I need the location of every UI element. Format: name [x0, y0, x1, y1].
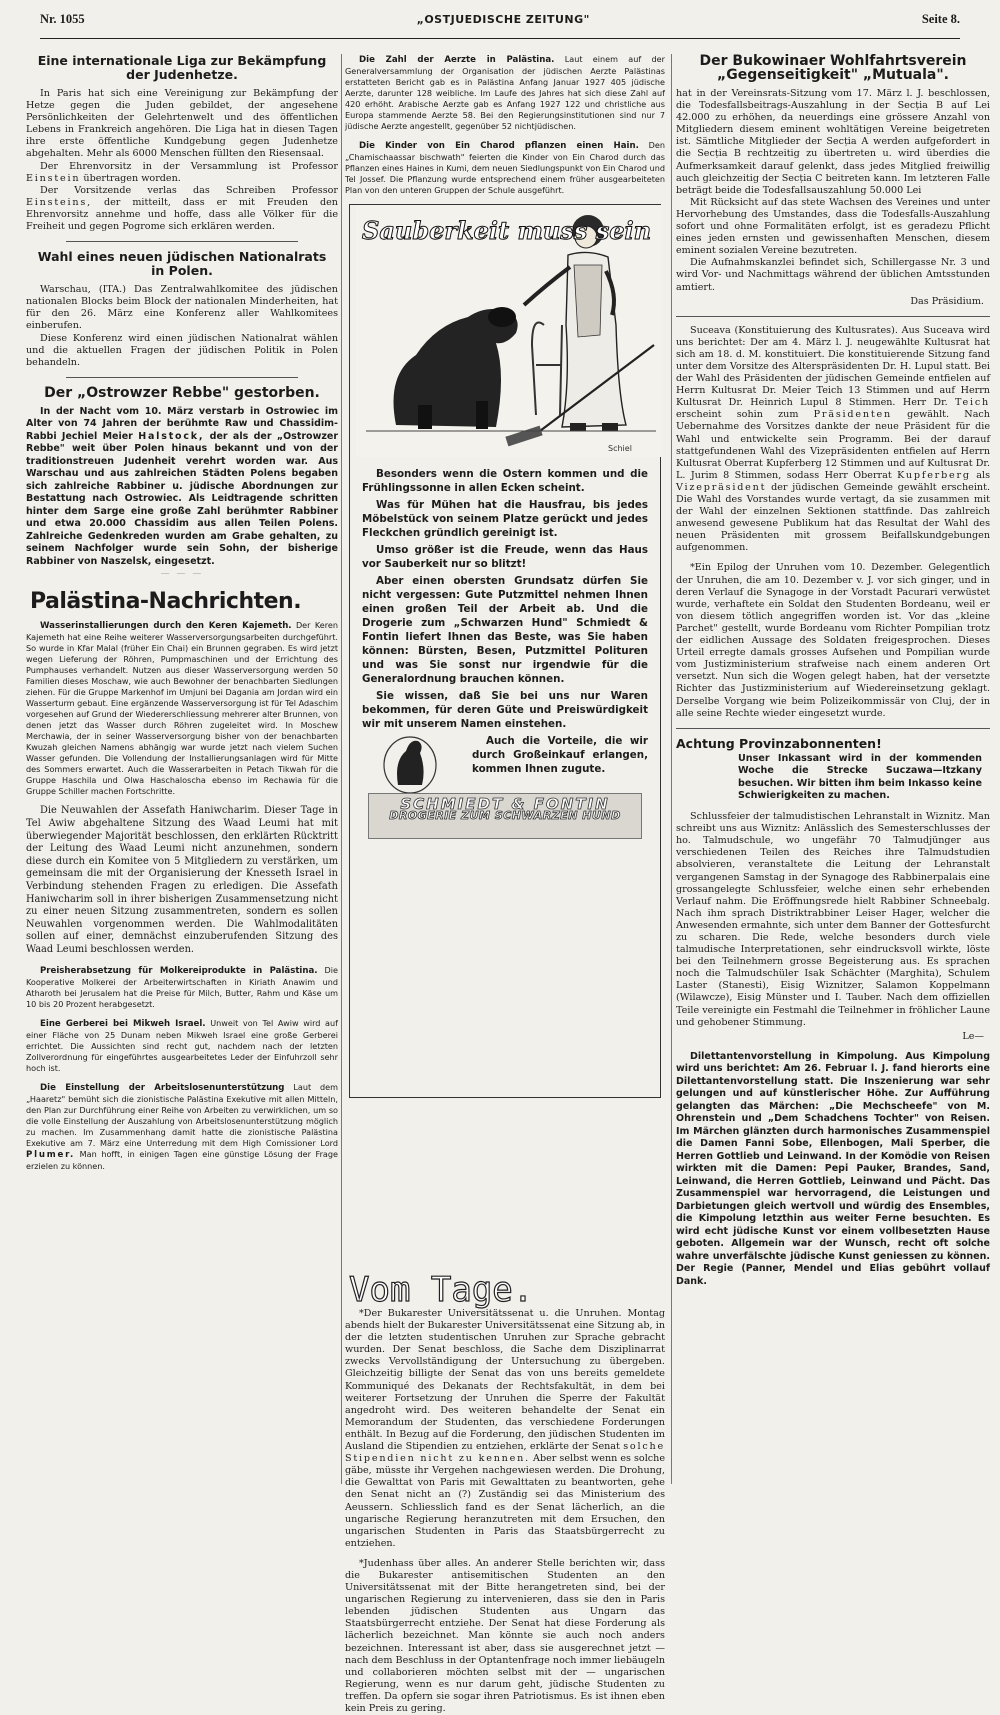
spacer — [26, 797, 338, 805]
text: Man hofft, in einigen Tagen eine günstige Lösung der Frage erzielen zu können. — [26, 1148, 339, 1171]
paragraph — [26, 1018, 338, 1074]
column-divider — [341, 54, 342, 1484]
paragraph — [26, 406, 338, 569]
text: *Der Bukarester Universitätssenat u. die Unruhen. Montag abends hielt der Bukarester Universitätssenat eine Sitzung ab, in der die letzten studentischen Unruhen zur Sprache gebracht wurden. Der Senat beschloss, die Sache dem Disziplinarrat zwecks Vervollständigung der Untersuchung zu übergeben. Gleichzeitig billigte der Senat das von uns bereits gemeldete Kommuniqué des Dekanats der Rechtsfakultät, in dem bei weiterer Fortsetzung der Unruhen die Sperre der Fakultät angedroht wird. Des weiteren behandelte der Senat ein Memorandum der Studenten, das verschiedene Forderungen enthält. In Bezug auf die Forderung, den jüdischen Studenten im Ausland die Stipendien zu entziehen, erklärte der Senat — [345, 1308, 665, 1453]
notice-title: Achtung Provinzabonnenten! — [676, 735, 882, 751]
text: erscheint sohin zum — [676, 409, 799, 421]
text-spaced: Präsidenten — [813, 409, 892, 421]
separator — [676, 316, 990, 317]
paragraph — [26, 185, 338, 233]
paragraph: *Ein Epilog der Unruhen vom 10. Dezember. Gelegentlich der Unruhen, die am 10. Dezember v. J. vor sich ginger, und in deren Verlauf die Synagoge in der Vorstadt Pacurari verwüstet wurde, verhaftete ein Soldat den Studenten Bordeanu, weil er von diesem tötlich angegriffen worden ist. Vor das „kleine Parchet" gestellt, wurde Bordeanu vom Richter Pompilian trotz der eidlichen Aussage des Soldaten freigesprochen. Dieses Urteil erregte damals grosses Aufsehen und Pompilian wurde vom Justizministerium strafweise nach einem anderen Ort versetzt. Nun sich die Wogen gelegt haben, hat der versetzte Richter das Justizministerium auf Wiedereinsetzung geklagt. Derselbe Vorgang wie beim Polizeikommissär von Cluj, der in alle seine Rechte wieder eingesetzt wurde. — [676, 562, 990, 719]
logo-company: SCHMIEDT & FONTIN — [400, 795, 610, 813]
text: Den „Chamischaassar bischwath" feierten die Kinder von Ein Charod durch das Pflanzen eines Haines in Kumi, dem neuen Siedlungspunkt von Ein Charod und Tel Jossef. Die Pflanzung wurde entsprechend einem früher ausgearbeiteten Plan von den unteren Gruppen der Schule ausgeführt. — [345, 140, 665, 195]
spacer — [345, 132, 665, 140]
text: der mitteilt, dass er mit Freuden den Ehrenvorsitz annehme und hoffe, dass alle Völker für die Freiheit und gegen Pogrome sich erklären werden. — [26, 196, 338, 233]
dog-leg — [476, 401, 488, 429]
paragraph-head: Preisherabsetzung für Molkereiprodukte in Palästina. — [40, 965, 318, 976]
paragraph — [345, 1308, 665, 1550]
article-mutuala — [676, 54, 990, 308]
person-name: Kupferberg — [897, 469, 971, 481]
person-name: Halstock, — [138, 430, 205, 442]
paragraph: Umso größer ist die Freude, wenn das Haus vor Sauberkeit nur so blitzt! — [362, 544, 648, 570]
text: der jüdischen Gemeinde gewählt erscheint. Die Wahl des Vorstandes wurde vertagt, da sie zusammen mit der Wahl der einzelnen Sektionen stattfinde. Das zahlreich anwesend gewesene Publikum hat das Resultat der Wahl des neuen Präsidenten mit grossem Beifallskundgebungen aufgenommen. — [676, 481, 990, 554]
vomtage-title: Vom Tage. — [349, 1270, 534, 1310]
shoe — [602, 423, 618, 431]
article-title: Wahl eines neuen jüdischen Nationalrats in Polen. — [37, 249, 327, 279]
paragraph: Schlussfeier der talmudistischen Lehranstalt in Wiznitz. Man schreibt uns aus Wiznitz: Anlässlich des Semesterschlusses der ho. Talmudschule, wo ungefähr 70 Talmudjünger aus verschiedenen Teilen des Reiches ihre Talmudstudien absolvieren, veranstaltete die Leitung der Lehranstalt vergangenen Samstag in der Synagoge des Rabbinerpalais eine grossangelegte Schlussfeier, welche einen sehr erhebenden Verlauf nahm. Die Eröffnungsrede hielt Rabbiner Schneebalg. Nach ihm sprach Distriktrabbiner Leiser Hager, welcher die Anwesenden ermahnte, sich unter dem Banner der Gottesfurcht zu scharen. Die Rede, welche besonders durch viele talmudische Interpretationen, sehr eindrucksvoll wirkte, löste bei den Teilnehmern grosse Begeisterung aus. Es sprachen noch die Talmudschüler Isak Schächter (Marghita), Schulem Laster (Stanesti), Eisig Wiznitzer, Salamon Koppelmann (Wilawcze), Eisig Münster und I. Tauber. Nach dem offiziellen Teile vereinigte ein Festmahl die Teilnehmer in fröhlicher Laune und gehobener Stimmung. — [676, 811, 990, 1028]
text: gewählt. Nach Uebernahme des Vorsitzes dankte der neue Präsident für die Wahl und entwickelte sein Programm. Bei der darauf stattgefundenen Wahl des Vizepräsidenten entfielen auf Herrn Kultusrat Oberrat Kupferberg 12 Stimmen und auf Kultusrat Dr. L. Jurim 8 Stimmen, sodass Herr Oberrat — [676, 409, 990, 481]
black-dog-logo-icon — [380, 725, 440, 795]
text: Die Kooperative Molkerei der Arbeiterwirtschaften in Kiriath Anawim und Atharoth bei Jerusalem hat die Preise für Milch, Butter, Rahm und Käse um 10 bis 20 Prozent herabgesetzt. — [26, 964, 338, 1009]
ad-slogan: Sauberkeit muss sein — [362, 216, 652, 245]
spacer — [676, 554, 990, 562]
text: als — [976, 469, 990, 481]
person-name: Einstein — [26, 172, 81, 184]
paragraph: Die Aufnahmskanzlei befindet sich, Schillergasse Nr. 3 und wird Vor- und Nachmittags während der üblichen Amtsstunden amtiert. — [676, 257, 990, 293]
paragraph — [676, 325, 990, 555]
spacer — [26, 1074, 338, 1082]
text: Der Ehrenvorsitz in der Versammlung ist Professor — [40, 160, 338, 172]
paragraph: Diese Konferenz wird einen jüdischen Nationalrat wählen und die aktuellen Fragen der jüdischen Politik in Polen behandeln. — [26, 332, 338, 368]
person-name: Einsteins, — [26, 196, 92, 208]
article-title: Der „Ostrowzer Rebbe" gestorben. — [44, 384, 320, 401]
spacer — [676, 1043, 990, 1051]
paragraph: Warschau, (ITA.) Das Zentralwahlkomitee des jüdischen nationalen Blocks beim Block der nationalen Minderheiten, hat für den 26. März eine Konferenz aller Wahlkomitees einberufen. — [26, 284, 338, 332]
column-divider — [671, 54, 672, 1484]
paragraph-head: Die Kinder von Ein Charod pflanzen einen Hain. — [359, 141, 639, 151]
paragraph: *Judenhass über alles. An anderer Stelle berichten wir, dass die Bukarester antisemitischen Studenten an den Universitätssenat mit der Bitte herangetreten sind, bei der ungarischen Regierung zu intervenieren, dass sie den in Paris lebenden jüdischen Studenten aus Ungarn das Staatsbürgerrecht entziehe. Der Senat hat diese Forderung als lächerlich bezeichnet. Man könnte sie auch noch anders bezeichnen. Interessant ist aber, dass sie ausgerechnet jetzt — nach dem Beschluss in der Optantenfrage noch immer liebäugeln und collaborieren möchten selbst mit der — ungarischen Regierung, wenn es nur darum geht, jüdische Studenten zu treffen. Da opfern sie sogar ihren Patriotismus. Es ist ihnen eben kein Preis zu gering. — [345, 1557, 665, 1714]
section-palaestina — [26, 590, 338, 1171]
text-spaced: solche Stipendien nicht zu kennen. — [345, 1441, 665, 1465]
shoe — [570, 423, 586, 431]
paragraph — [26, 1082, 338, 1172]
apron — [574, 265, 602, 337]
issue-number: Nr. 1055 — [40, 11, 85, 26]
signature: Le— — [962, 1030, 984, 1042]
article-subtitle: „Gegenseitigkeit" „Mutuala". — [717, 67, 949, 83]
text: Der Vorsitzende verlas das Schreiben Professor — [40, 184, 338, 196]
page-number: Seite 8. — [921, 11, 960, 26]
text: Laut einem auf der Generalversammlung der Organisation der jüdischen Aerzte Palästinas erstatteten Bericht gab es in Palästina Anfang Januar 1927 405 jüdische Aerzte, darunter 128 weibliche. Im Laufe des Jahres hat sich diese Zahl auf 420 erhöht. Arabische Aerzte gab es Anfang 1927 122 und christliche aus Europa stammende Aerzte 58. Bei den Regierungsinstitutionen sind nur 7 jüdische Aerzte angestellt, gegenüber 52 nichtjüdischen. — [345, 54, 665, 131]
dog-leg — [418, 405, 432, 429]
paragraph-head: Eine Gerberei bei Mikweh Israel. — [40, 1018, 206, 1029]
notice-text: Unser Inkassant wird in der kommenden Woche die Strecke Suczawa—Itzkany besuchen. Wir bitten ihm beim Inkasso keine Schwierigkeiten zu machen. — [738, 752, 983, 802]
paragraph-head: Wasserinstallierungen durch den Keren Kajemeth. — [40, 621, 292, 632]
text: Laut dem „Haaretz" bemüht sich die zionistische Palästina Exekutive mit allen Mitteln, den Plan zur Durchführung einer Reihe von Arbeiten zu verwirklichen, um so die volle Einstellung der Auszahlung von Arbeitslosenunterstützung möglich zu machen. Im Zusammenhang damit hatte die zionistische Palästina Exekutive am 7. März eine Unterredung mit dem High Comissioner Lord — [26, 1081, 338, 1148]
paragraph — [26, 161, 338, 185]
separator — [676, 728, 990, 729]
masthead: „OSTJUEDISCHE ZEITUNG" — [416, 12, 590, 26]
spacer — [345, 1550, 665, 1558]
artist-signature: Schiel — [608, 444, 632, 453]
spacer — [676, 803, 990, 811]
vomtage-section — [345, 1308, 665, 1715]
article-liga — [26, 54, 338, 233]
paragraph: Auch die Vorteile, die wir durch Großeinkauf erlangen, kommen Ihnen zugute. — [472, 735, 648, 775]
ad-logo-banner — [368, 793, 642, 839]
page-header — [40, 4, 960, 34]
text: Unweit von Tel Awiw wird auf einer Fläche von 25 Dunam neben Mikweh Israel eine große Gerberei errichtet. Die Aussichten sind recht gut, nachdem nach der letzten Zollverordnung für eingeführtes ausgearbeitetes Leder der Einfuhrzoll sehr hoch ist. — [26, 1017, 338, 1073]
text: In der Nacht vom 10. März verstarb in Ostrowiec im Alter von 74 Jahren der berühmte Raw und Chassidim-Rabbi Jechiel Meier — [26, 405, 338, 442]
spacer — [26, 957, 338, 965]
paragraph — [345, 54, 665, 132]
column-left — [26, 54, 338, 1484]
separator — [66, 241, 298, 242]
text: Suceava (Konstituierung des Kultusrates). Aus Suceava wird uns berichtet: Der am 4. März l. J. neugewählte Kultusrat hat sich am 18. d. M. konstituiert. Die konstituierende Sitzung fand unter dem Vorsitze des Alterspräsidenten Dr. H. Lupul statt. Bei der Wahl des Präsidenten der jüdischen Gemeinde entfielen auf Herrn Kultusrat Dr. Meier Teich 13 Stimmen und auf Herrn Kultusrat Dr. Heinrich Lupul 8 Stimmen. Herr Dr. — [676, 324, 990, 409]
text: übertragen worden. — [83, 172, 181, 184]
dog-head — [488, 307, 516, 327]
column-right — [676, 54, 990, 1484]
signature: Das Präsidium. — [910, 295, 984, 307]
person-name: Plumer. — [26, 1149, 76, 1160]
logo-dog — [397, 741, 424, 785]
text-spaced: Vizepräsident — [676, 481, 767, 493]
column-middle — [345, 54, 666, 1714]
article-title: Eine internationale Liga zur Bekämpfung der Judenhetze. — [37, 53, 327, 82]
paragraph: hat in der Vereinsrats-Sitzung vom 17. März l. J. beschlossen, die Todesfallsbeitrags-Auszahlung in der Secția B auf Lei 42.000 zu erhöhen, da neuerdings eine grössere Anzahl von Mitgliedern diesem eminent wohltätigen Vereine beigetreten ist. Sämtliche Mitglieder der Secția A werden aufgefordert in die Secția B rechtzeitig zu übertreten u. wird überdies die Aufmerksamkeit darauf gelenkt, dass jedes Mitglied freiwillig auch gleichzeitig der Secția C beitreten kann. Im letzteren Falle beträgt beide die Todesfallsauszahlung 50.000 Lei — [676, 88, 990, 196]
paragraph: Dilettantenvorstellung in Kimpolung. Aus Kimpolung wird uns berichtet: Am 26. Februar l. J. fand hierorts eine Dilettantenvorstellung statt. Die Inszenierung war sehr gelungen und auf künstlerischer Höhe. Zur Aufführung gelangten das Märchen: „Die Mechscheefe" von M. Ohrenstein und „Dem Schadchens Tochter" von Reisen. Im Märchen glänzten durch harmonisches Zusammenspiel die Damen Fanni Sobe, Ellenbogen, Mali Sperber, die Herren Gottlieb und Leinwand. In der Komödie von Reisen wirkten mit die Damen: Pepi Pauker, Brandes, Sand, Leinwand, die Herren Gottlieb, Leinwand und Pächt. Das Zusammenspiel war hervorragend, die Leistungen und Darbietungen gleich wertvoll und würdig des Ensembles, die Kimpolung letzthin aus weiter Ferne besuchten. Es wird echt jüdische Kunst vor einem vollbesetzten Hause geboten. Allgemein war der Wunsch, recht oft solche wahre unverfälschte jüdische Kunst geniessen zu können. Der Regie (Panner, Mendel und Elias gebührt vollauf Dank. — [676, 1050, 990, 1287]
spacer — [26, 1010, 338, 1018]
logo-subtitle: DROGERIE ZUM SCHWARZEN HUND — [389, 809, 621, 823]
section-title: Palästina-Nachrichten. — [30, 589, 302, 615]
paragraph-head: Die Zahl der Aerzte in Palästina. — [359, 55, 555, 65]
separator — [66, 377, 298, 378]
paragraph: Was für Mühen hat die Hausfrau, bis jedes Möbelstück von seinem Platze gerückt und jedes Fleckchen gründlich gereinigt ist. — [362, 499, 648, 539]
article-wahl — [26, 250, 338, 369]
text: Der Keren Kajemeth hat eine Reihe weiterer Wasserversorgungsarbeiten durchgeführt. So wurde in Kfar Malal (früher Ein Chai) ein Brunnen gegraben. Es wird jetzt wegen Lieferung der Röhren, Pumpmaschinen und der Errichtung des Pumphauses verhandelt. Nutzen aus dieser Wasserversorgung werden 50 Familien dieses Moschaw, wie auch Bewohner der benachbarten Siedlungen ziehen. Für die Gruppe Markenhof im Umjuni bei Dagania am Jordan wird ein Wasserturm gebaut. Eine ergänzende Wasserversorgung ist für Tel Adaschim vorgesehen auf Grund der Wiedererschliessung mehrerer alter Brunnen, von denen jetzt das Wasser durch Röhren zugeleitet wird. In Moschew Merchawia, der in seiner Wasserversorgung bisher von der benachbarten Kwuzah gleichen Namens abhängig war wurde jetzt nach vielem Suchen Wasser gefunden. Die Vollendung der Installierungsanlagen wird für Mitte des Sommers erwartet. Auch die Wasserarbeiten in Petach Tikwah für die Gruppe Haschila und Olwa Haschaloscha ebenso im Rechawia für die Gruppe Schiller machen Fortschritte. — [26, 620, 338, 797]
advertisement-schmiedt-fontin — [349, 204, 661, 1098]
paragraph: Besonders wenn die Ostern kommen und die Frühlingssonne in allen Ecken scheint. — [362, 468, 648, 494]
paragraph — [345, 140, 665, 196]
article-rebbe — [26, 386, 338, 569]
paragraph — [26, 620, 338, 797]
paragraph-head: Die Einstellung der Arbeitslosenunterstützung — [40, 1082, 285, 1093]
paragraph: In Paris hat sich eine Vereinigung zur Bekämpfung der Hetze gegen die Juden gebildet, der angesehene Persönlichkeiten der Gelehrtenwelt und des öffentlichen Lebens in Frankreich angehören. Die Liga hat in diesen Tagen ihre erste öffentliche Kundgebung gegen Judenhetze abgehalten. Mehr als 6000 Menschen füllten den Riesensaal. — [26, 88, 338, 160]
paragraph: Sie wissen, daß Sie bei uns nur Waren bekommen, für deren Güte und Preiswürdigkeit wir mit unserem Namen einstehen. — [362, 690, 648, 730]
library-stamp: — — — — [160, 569, 204, 580]
text: Aber selbst wenn es solche gäbe, müsste ihr Vergehen nachgewiesen werden. Die Drohung, die Gewalttat von Paris mit Gewalttaten zu beantworten, gehe den Senat nicht an (?) Zuständig sei das Ministerium des Aeussern. Schliesslich fand es der Senat lächerlich, an die ungarische Regierung heranzutreten mit dem Ersuchen, den ungarischen Studenten in Paris das Staatsbürgerrecht zu entziehen. — [345, 1453, 666, 1549]
paragraph: Aber einen obersten Grundsatz dürfen Sie nicht vergessen: Gute Putzmittel nehmen Ihnen einen großen Teil der Arbeit ab. Und die Drogerie zum „Schwarzen Hund" Schmiedt & Fontin liefert Ihnen das Beste, was Sie haben können: Bürsten, Besen, Putzmittel Polituren und was Sie sonst nur irgendwie für die Generalordnung brauchen können. — [362, 575, 648, 685]
paragraph: Die Neuwahlen der Assefath Haniwcharim. Dieser Tage in Tel Awiw abgehaltene Sitzung des Waad Leumi hat mit überwiegender Majorität beschlossen, den erklärten Rücktritt der Leitung des Waad Leumi nicht anzunehmen, sondern diese durch ein Komitee von 5 Mitgliedern zu verstärken, um gemeinsam die mit der Organisierung der Knesseth Israel in Verbindung stehenden Fragen zu erledigen. Die Assefath Haniwcharim soll in ihrer bisherigen Zusammensetzung nicht zu einer neuen Sitzung zusammentreten, sondern es sollen Neuwahlen vorgenommen werden. Die Wahlmodalitäten sollen auf einer, demnächst einzuberufenden Sitzung des Waad Leumi beschlossen werden. — [26, 805, 338, 955]
article-title: Der Bukowinaer Wohlfahrtsverein — [699, 53, 967, 69]
person-name: Teich — [955, 397, 990, 409]
text: der als der „Ostrowzer Rebbe" weit über Polen hinaus bekannt und von der traditionstreuen Judenheit verehrt worden war. Aus Warschau und aus zahlreichen Städten Polens begaben sich zahlreiche Rabbiner u. jüdische Abordnungen zur Bestattung nach Ostrowiec. Als Leidtragende schritten hinter dem Sarge eine große Zahl berühmter Rabbiner und etwa 20.000 Chassidim aus allen Teilen Polens. Zahlreiche Gedenkreden wurden am Grabe gehalten, zu seinem Nachfolger wurde sein Sohn, der bisherige Rabbiner von Naszelsk, eingesetzt. — [26, 430, 339, 567]
paragraph: Mit Rücksicht auf das stete Wachsen des Vereines und unter Hervorhebung des Umstandes, dass die Todesfalls-Auszahlung sofort und ohne Formalitäten erfolgt, ist es geradezu Pflicht eines jeden ernsten und gewissenhaften Menschen, diesem eminent sozialen Vereine bezutreten. — [676, 196, 990, 257]
header-rule — [40, 38, 960, 39]
paragraph — [26, 965, 338, 1010]
